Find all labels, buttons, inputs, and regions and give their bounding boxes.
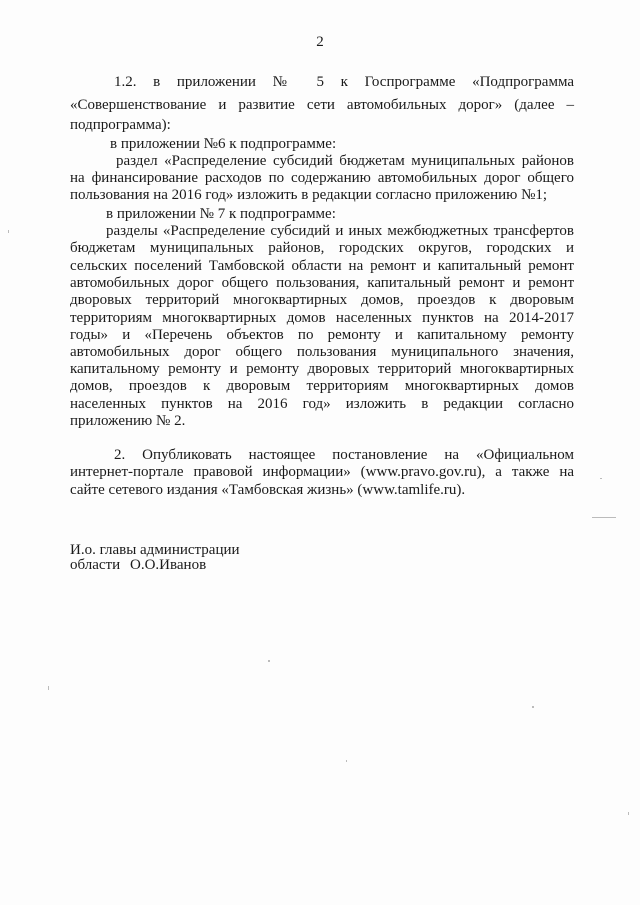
scan-mark xyxy=(592,517,616,518)
scan-speck xyxy=(268,660,270,662)
appendix-6-intro: в приложении №6 к подпрограмме: xyxy=(110,136,337,152)
appendix-7-line-2: бюджетам муниципальных районов, городских округов, городских и xyxy=(70,240,574,256)
item-1-2-line-3: подпрограмма): xyxy=(70,117,171,133)
appendix-7-line-6: территориям многоквартирных домов населенных пунктов на 2014-2017 xyxy=(70,310,574,326)
appendix-7-line-5: дворовых территорий многоквартирных домов, проездов к дворовым xyxy=(70,292,574,308)
page-number: 2 xyxy=(316,34,324,50)
appendix-7-line-10: домов, проездов к дворовым территориям многоквартирных домов xyxy=(70,378,574,394)
item-2-line-2: интернет-портале правовой информации» (www.pravo.gov.ru), а также на xyxy=(70,464,574,480)
scan-speck xyxy=(628,812,629,815)
signature-title-line-1: И.о. главы администрации xyxy=(70,542,240,558)
appendix-7-line-4: автомобильных дорог общего пользования, капитальный ремонт и ремонт xyxy=(70,275,574,291)
item-1-2-line-1: 1.2. в приложении № 5 к Госпрограмме «Подпрограмма xyxy=(114,74,574,90)
scan-speck xyxy=(600,478,602,479)
appendix-7-line-7: годы» и «Перечень объектов по ремонту и капитальному ремонту xyxy=(70,327,574,343)
scan-speck xyxy=(346,760,347,762)
item-2-line-1: 2. Опубликовать настоящее постановление на «Официальном xyxy=(114,447,574,463)
appendix-6-line-1: раздел «Распределение субсидий бюджетам муниципальных районов xyxy=(116,153,574,169)
appendix-7-line-12: приложению № 2. xyxy=(70,413,186,429)
appendix-6-line-2: на финансирование расходов по содержанию автомобильных дорог общего xyxy=(70,170,574,186)
appendix-7-line-3: сельских поселений Тамбовской области на ремонт и капитальный ремонт xyxy=(70,258,574,274)
signature-title-line-2: области xyxy=(70,557,121,573)
scan-speck xyxy=(8,230,9,233)
appendix-7-line-8: автомобильных дорог общего пользования муниципального значения, xyxy=(70,344,574,360)
appendix-7-intro: в приложении № 7 к подпрограмме: xyxy=(106,206,336,222)
appendix-7-line-1: разделы «Распределение субсидий и иных межбюджетных трансфертов xyxy=(106,223,574,239)
item-2-line-3: сайте сетевого издания «Тамбовская жизнь» (www.tamlife.ru). xyxy=(70,482,466,498)
scan-speck xyxy=(48,686,49,690)
appendix-7-line-11: населенных пунктов на 2016 год» изложить в редакции согласно xyxy=(70,396,574,412)
signature-name: О.О.Иванов xyxy=(130,557,207,573)
item-1-2-line-2: «Совершенствование и развитие сети автомобильных дорог» (далее – xyxy=(70,97,574,113)
scan-speck xyxy=(532,706,534,708)
appendix-6-line-3: пользования на 2016 год» изложить в редакции согласно приложению №1; xyxy=(70,187,548,203)
appendix-7-line-9: капитальному ремонту и ремонту дворовых территорий многоквартирных xyxy=(70,361,574,377)
